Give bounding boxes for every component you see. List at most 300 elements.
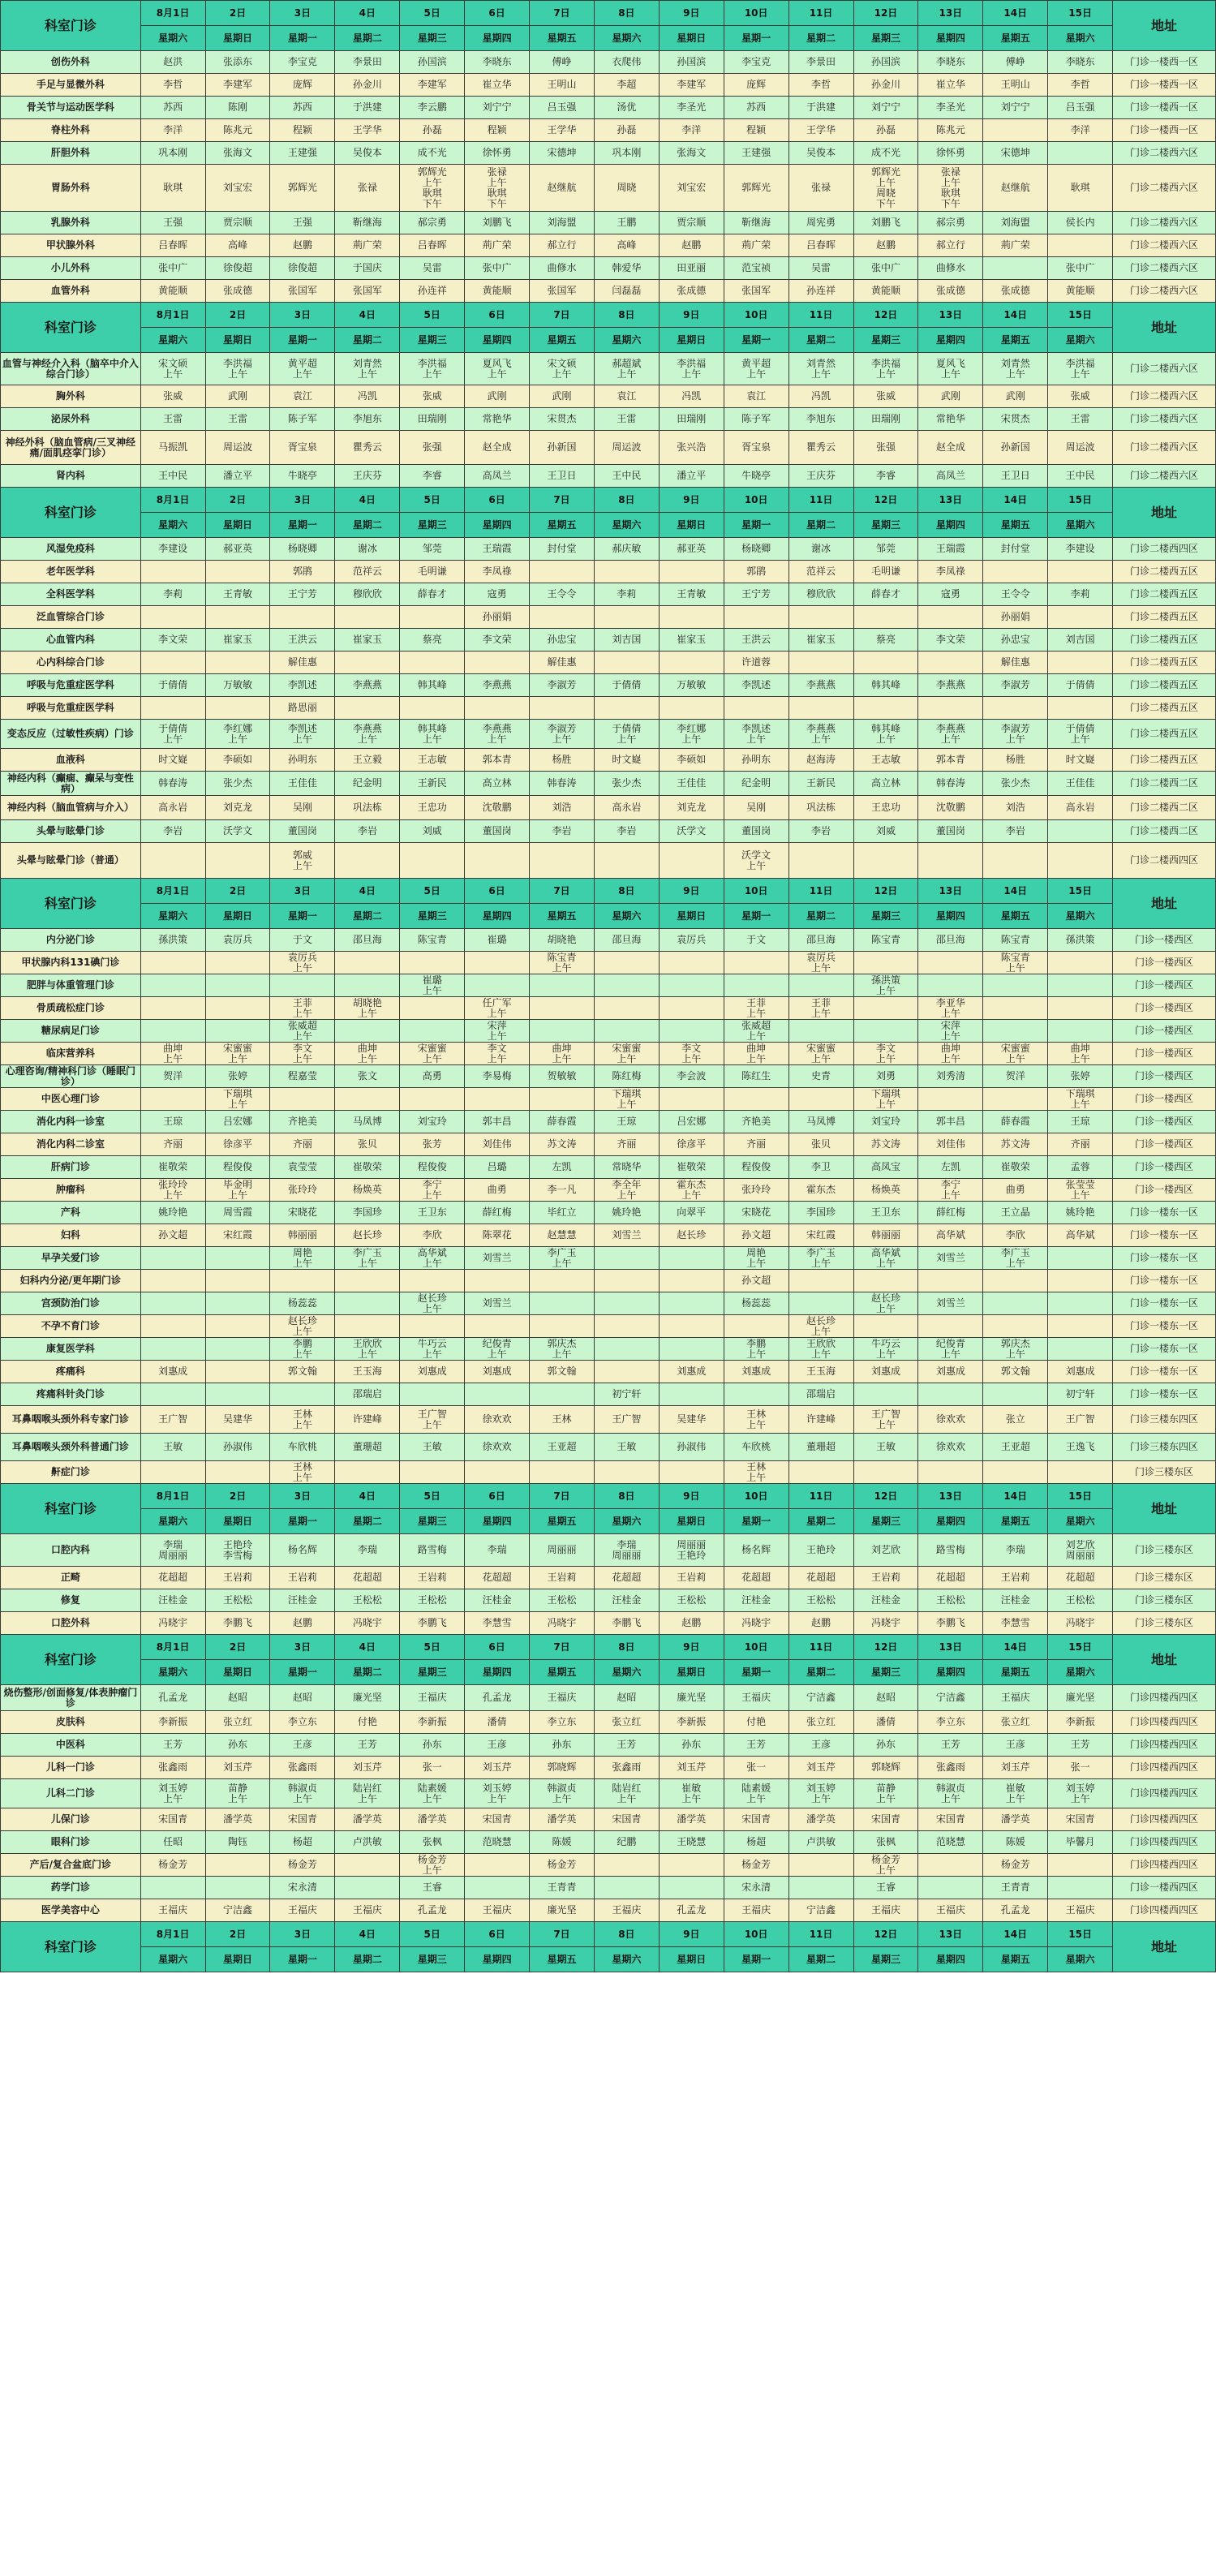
doctor-cell: 王菲 上午	[724, 997, 788, 1020]
doctor-cell: 武刚	[983, 385, 1048, 408]
table-row	[1, 1383, 1216, 1406]
doctor-cell: 刘玉芹	[335, 1757, 400, 1779]
header-weekday: 星期一	[270, 328, 335, 353]
header-date: 3日	[270, 1922, 335, 1947]
doctor-cell: 张兴浩	[659, 431, 724, 465]
header-address-label: 地址	[1113, 488, 1216, 538]
doctor-cell: 崔敬荣	[140, 1156, 205, 1179]
doctor-cell	[918, 606, 983, 629]
doctor-cell	[465, 697, 530, 720]
doctor-cell: 王琼	[1048, 1111, 1113, 1133]
doctor-cell: 冯晓宇	[853, 1612, 918, 1635]
doctor-cell: 苏西	[724, 97, 788, 119]
doctor-cell: 张少杰	[983, 772, 1048, 796]
doctor-cell: 杨焕英	[853, 1179, 918, 1202]
doctor-cell: 吕宏娜	[205, 1111, 270, 1133]
doctor-cell: 王福庆	[140, 1899, 205, 1922]
doctor-cell: 张威	[1048, 385, 1113, 408]
doctor-cell	[205, 1383, 270, 1406]
doctor-cell: 张立红	[983, 1711, 1048, 1734]
doctor-cell: 巩法栋	[335, 796, 400, 820]
doctor-cell: 李文荣	[465, 629, 530, 652]
doctor-cell: 蔡亮	[400, 629, 465, 652]
dept-address: 门诊二楼西六区	[1113, 385, 1216, 408]
doctor-cell: 李云鹏	[400, 97, 465, 119]
doctor-cell: 王卫东	[400, 1202, 465, 1224]
doctor-cell: 花超超	[140, 1567, 205, 1589]
doctor-cell: 李瑞 周丽丽	[594, 1534, 659, 1567]
doctor-cell: 李新振	[1048, 1711, 1113, 1734]
table-row	[1, 606, 1216, 629]
dept-address: 门诊二楼西六区	[1113, 353, 1216, 385]
header-weekday: 星期三	[853, 904, 918, 929]
doctor-cell: 郭丰昌	[918, 1111, 983, 1133]
doctor-cell: 孟蓉	[1048, 1156, 1113, 1179]
doctor-cell: 刘浩	[983, 796, 1048, 820]
dept-address: 门诊一楼西四区	[1113, 1877, 1216, 1899]
header-weekday: 星期三	[400, 1509, 465, 1534]
doctor-cell: 杨胜	[530, 749, 595, 772]
doctor-cell: 宋文硕 上午	[140, 353, 205, 385]
doctor-cell: 纪金明	[724, 772, 788, 796]
header-date: 2日	[205, 879, 270, 904]
doctor-cell: 程俊俊	[724, 1156, 788, 1179]
doctor-cell	[594, 1315, 659, 1338]
header-date: 6日	[465, 488, 530, 513]
doctor-cell: 张文	[335, 1065, 400, 1088]
doctor-cell: 王中民	[594, 465, 659, 488]
doctor-cell: 李瑞 周丽丽	[140, 1534, 205, 1567]
doctor-cell: 潘学英	[788, 1808, 853, 1831]
doctor-cell	[205, 1854, 270, 1877]
header-date: 8日	[594, 488, 659, 513]
doctor-cell: 刘佳伟	[918, 1133, 983, 1156]
doctor-cell: 李全年 上午	[594, 1179, 659, 1202]
doctor-cell: 韩爱华	[594, 257, 659, 280]
doctor-cell	[918, 952, 983, 974]
schedule-body	[1, 1, 1216, 1972]
doctor-cell: 孙东	[659, 1734, 724, 1757]
doctor-cell: 陆岩红 上午	[594, 1779, 659, 1808]
header-weekday: 星期六	[1048, 328, 1113, 353]
doctor-cell	[983, 1020, 1048, 1043]
dept-address: 门诊一楼西区	[1113, 1065, 1216, 1088]
doctor-cell	[1048, 234, 1113, 257]
doctor-cell: 王岩莉	[853, 1567, 918, 1589]
doctor-cell: 邹莞	[400, 538, 465, 561]
doctor-cell: 郝超斌 上午	[594, 353, 659, 385]
doctor-cell: 潘学英	[530, 1808, 595, 1831]
doctor-cell: 孔孟龙	[400, 1899, 465, 1922]
doctor-cell	[270, 1383, 335, 1406]
doctor-cell	[465, 1315, 530, 1338]
doctor-cell: 王令令	[530, 583, 595, 606]
doctor-cell: 王岩莉	[983, 1567, 1048, 1589]
table-row	[1, 51, 1216, 74]
doctor-cell: 常艳华	[918, 408, 983, 431]
doctor-cell: 程俊俊	[205, 1156, 270, 1179]
doctor-cell: 李广玉 上午	[983, 1247, 1048, 1270]
header-date: 14日	[983, 1922, 1048, 1947]
doctor-cell	[465, 843, 530, 879]
doctor-cell: 吴建华	[205, 1406, 270, 1434]
doctor-cell: 王芳	[335, 1734, 400, 1757]
doctor-cell: 张威超 上午	[724, 1020, 788, 1043]
doctor-cell: 冯晓宇	[530, 1612, 595, 1635]
table-row	[1, 1247, 1216, 1270]
doctor-cell	[659, 1854, 724, 1877]
doctor-cell: 杨焕英	[335, 1179, 400, 1202]
doctor-cell: 刘艺欣	[853, 1534, 918, 1567]
doctor-cell: 赵全成	[465, 431, 530, 465]
doctor-cell	[724, 606, 788, 629]
doctor-cell	[400, 1088, 465, 1111]
doctor-cell	[659, 843, 724, 879]
header-weekday: 星期一	[270, 513, 335, 538]
doctor-cell: 赵鹏	[270, 1612, 335, 1635]
dept-name: 神经内科（癫痫、癫呆与变性病）	[1, 772, 141, 796]
doctor-cell: 刘青然 上午	[788, 353, 853, 385]
doctor-cell: 郝宗勇	[918, 212, 983, 234]
doctor-cell: 李圣光	[659, 97, 724, 119]
header-weekday: 星期四	[918, 1660, 983, 1685]
header-row-dates	[1, 1922, 1216, 1947]
doctor-cell	[205, 1020, 270, 1043]
doctor-cell: 王松松	[918, 1589, 983, 1612]
header-date: 8日	[594, 879, 659, 904]
header-weekday: 星期二	[788, 513, 853, 538]
doctor-cell: 沃学文	[205, 820, 270, 843]
table-row	[1, 697, 1216, 720]
doctor-cell: 刘吉国	[1048, 629, 1113, 652]
table-row	[1, 538, 1216, 561]
doctor-cell: 黄平超 上午	[724, 353, 788, 385]
doctor-cell: 李燕燕 上午	[465, 720, 530, 749]
header-date: 9日	[659, 1635, 724, 1660]
doctor-cell	[788, 1854, 853, 1877]
doctor-cell: 耿琪	[1048, 165, 1113, 212]
doctor-cell	[853, 1383, 918, 1406]
header-date: 12日	[853, 488, 918, 513]
doctor-cell: 牛巧云 上午	[400, 1338, 465, 1361]
doctor-cell: 王岩莉	[205, 1567, 270, 1589]
doctor-cell	[140, 1383, 205, 1406]
doctor-cell: 周丽丽	[530, 1534, 595, 1567]
doctor-cell: 孙连祥	[400, 280, 465, 303]
doctor-cell: 冯凯	[788, 385, 853, 408]
doctor-cell	[530, 1270, 595, 1292]
doctor-cell: 杨超	[724, 1831, 788, 1854]
doctor-cell	[400, 997, 465, 1020]
doctor-cell	[335, 1020, 400, 1043]
doctor-cell: 王彦	[983, 1734, 1048, 1757]
doctor-cell: 黄平超 上午	[270, 353, 335, 385]
dept-address: 门诊二楼西六区	[1113, 465, 1216, 488]
doctor-cell: 史青	[788, 1065, 853, 1088]
dept-name: 康复医学科	[1, 1338, 141, 1361]
header-date: 2日	[205, 1, 270, 26]
doctor-cell: 汪桂金	[140, 1589, 205, 1612]
doctor-cell: 孔孟龙	[659, 1899, 724, 1922]
doctor-cell: 邵瑞启	[788, 1383, 853, 1406]
doctor-cell: 毛明谦	[400, 561, 465, 583]
dept-name: 肥胖与体重管理门诊	[1, 974, 141, 997]
doctor-cell: 张国军	[335, 280, 400, 303]
header-weekday: 星期二	[335, 513, 400, 538]
dept-address: 门诊一楼西区	[1113, 1179, 1216, 1202]
doctor-cell: 李岩	[335, 820, 400, 843]
doctor-cell: 耿琪	[140, 165, 205, 212]
doctor-cell: 赵长珍	[659, 1224, 724, 1247]
doctor-cell: 李燕燕	[788, 674, 853, 697]
doctor-cell: 吕春晖	[140, 234, 205, 257]
header-date: 4日	[335, 488, 400, 513]
header-date: 12日	[853, 879, 918, 904]
doctor-cell: 苏西	[140, 97, 205, 119]
doctor-cell: 李宁 上午	[400, 1179, 465, 1202]
doctor-cell: 张少杰	[205, 772, 270, 796]
doctor-cell	[659, 997, 724, 1020]
doctor-cell	[594, 843, 659, 879]
doctor-cell	[1048, 952, 1113, 974]
dept-name: 肾内科	[1, 465, 141, 488]
doctor-cell: 张中广	[853, 257, 918, 280]
doctor-cell	[205, 1247, 270, 1270]
doctor-cell: 李岩	[983, 820, 1048, 843]
doctor-cell: 潘学英	[335, 1808, 400, 1831]
doctor-cell	[659, 1461, 724, 1484]
doctor-cell: 程颖	[270, 119, 335, 142]
doctor-cell: 郭庆杰 上午	[983, 1338, 1048, 1361]
doctor-cell: 周运波	[1048, 431, 1113, 465]
doctor-cell: 向翠平	[659, 1202, 724, 1224]
doctor-cell: 李建设	[1048, 538, 1113, 561]
table-row	[1, 142, 1216, 165]
doctor-cell: 刘玉婷 上午	[140, 1779, 205, 1808]
dept-name: 疼痛科	[1, 1361, 141, 1383]
doctor-cell: 于文	[270, 929, 335, 952]
doctor-cell: 周运波	[594, 431, 659, 465]
doctor-cell: 李洪福 上午	[659, 353, 724, 385]
doctor-cell: 许建峰	[335, 1406, 400, 1434]
doctor-cell: 于洪建	[335, 97, 400, 119]
doctor-cell: 王松松	[400, 1589, 465, 1612]
doctor-cell: 纪俊青 上午	[918, 1338, 983, 1361]
doctor-cell: 李鹏飞	[400, 1612, 465, 1635]
header-weekday: 星期二	[335, 328, 400, 353]
doctor-cell	[1048, 142, 1113, 165]
doctor-cell	[465, 1088, 530, 1111]
table-row	[1, 1534, 1216, 1567]
doctor-cell: 徐彦平	[659, 1133, 724, 1156]
doctor-cell: 王亚超	[983, 1434, 1048, 1461]
header-weekday: 星期六	[1048, 1947, 1113, 1972]
dept-address: 门诊二楼西五区	[1113, 629, 1216, 652]
doctor-cell: 路雪梅	[918, 1534, 983, 1567]
doctor-cell: 孙新国	[983, 431, 1048, 465]
doctor-cell	[724, 697, 788, 720]
doctor-cell: 吕宏娜	[659, 1111, 724, 1133]
header-date: 7日	[530, 1635, 595, 1660]
header-date: 5日	[400, 879, 465, 904]
doctor-cell	[853, 652, 918, 674]
doctor-cell: 王雷	[205, 408, 270, 431]
doctor-cell: 牛巧云 上午	[853, 1338, 918, 1361]
doctor-cell	[205, 1361, 270, 1383]
doctor-cell: 张中广	[140, 257, 205, 280]
doctor-cell	[788, 1020, 853, 1043]
doctor-cell: 孔孟龙	[140, 1685, 205, 1711]
doctor-cell: 毕馨月	[1048, 1831, 1113, 1854]
doctor-cell: 陆岩红 上午	[335, 1779, 400, 1808]
doctor-cell: 王菲 上午	[788, 997, 853, 1020]
doctor-cell: 韩其峰	[853, 674, 918, 697]
doctor-cell	[659, 1338, 724, 1361]
doctor-cell: 刘青然 上午	[335, 353, 400, 385]
doctor-cell: 王广智 上午	[400, 1406, 465, 1434]
table-row	[1, 1711, 1216, 1734]
table-row	[1, 652, 1216, 674]
doctor-cell: 冯晓宇	[335, 1612, 400, 1635]
doctor-cell: 王玉海	[335, 1361, 400, 1383]
header-date: 9日	[659, 1484, 724, 1509]
doctor-cell: 刘克龙	[659, 796, 724, 820]
doctor-cell: 于倩倩 上午	[594, 720, 659, 749]
doctor-cell: 刘宁宁	[853, 97, 918, 119]
header-date: 3日	[270, 879, 335, 904]
dept-address: 门诊二楼西五区	[1113, 697, 1216, 720]
doctor-cell: 李燕燕 上午	[788, 720, 853, 749]
doctor-cell: 宋国青	[270, 1808, 335, 1831]
doctor-cell: 王瑞霞	[918, 538, 983, 561]
doctor-cell: 王逸飞	[1048, 1434, 1113, 1461]
doctor-cell	[788, 1461, 853, 1484]
doctor-cell: 花超超	[594, 1567, 659, 1589]
doctor-cell	[594, 1877, 659, 1899]
doctor-cell: 杨晓卿	[270, 538, 335, 561]
doctor-cell: 李洪福 上午	[400, 353, 465, 385]
doctor-cell: 汪桂金	[724, 1589, 788, 1612]
dept-address: 门诊二楼西二区	[1113, 772, 1216, 796]
doctor-cell: 王艳玲 李雪梅	[205, 1534, 270, 1567]
doctor-cell: 庞辉	[270, 74, 335, 97]
doctor-cell: 孙磊	[400, 119, 465, 142]
doctor-cell: 李鹏 上午	[270, 1338, 335, 1361]
doctor-cell: 陈宝青	[853, 929, 918, 952]
header-date: 11日	[788, 303, 853, 328]
doctor-cell: 王欣欣 上午	[335, 1338, 400, 1361]
dept-address: 门诊二楼西二区	[1113, 820, 1216, 843]
doctor-cell: 王晓慧	[659, 1831, 724, 1854]
header-date: 11日	[788, 1484, 853, 1509]
doctor-cell: 李立东	[530, 1711, 595, 1734]
doctor-cell: 崔璐 上午	[400, 974, 465, 997]
doctor-cell: 郭辉光 上午 耿琪 下午	[400, 165, 465, 212]
doctor-cell: 崔璐	[465, 929, 530, 952]
doctor-cell	[983, 1315, 1048, 1338]
doctor-cell	[140, 997, 205, 1020]
doctor-cell: 高永岩	[594, 796, 659, 820]
dept-address: 门诊二楼西五区	[1113, 720, 1216, 749]
table-row	[1, 674, 1216, 697]
doctor-cell: 李国珍	[788, 1202, 853, 1224]
table-row	[1, 165, 1216, 212]
doctor-cell: 张禄 上午 耿琪 下午	[465, 165, 530, 212]
doctor-cell: 郭鹃	[724, 561, 788, 583]
doctor-cell: 刘宁宁	[983, 97, 1048, 119]
doctor-cell: 高立林	[465, 772, 530, 796]
doctor-cell: 毕红立	[530, 1202, 595, 1224]
doctor-cell: 范晓慧	[465, 1831, 530, 1854]
doctor-cell: 孫洪策	[140, 929, 205, 952]
doctor-cell: 吴建华	[659, 1406, 724, 1434]
doctor-cell: 徐怀勇	[918, 142, 983, 165]
doctor-cell	[335, 1315, 400, 1338]
doctor-cell: 郭鹃	[270, 561, 335, 583]
table-row	[1, 1734, 1216, 1757]
header-date: 15日	[1048, 488, 1113, 513]
dept-name: 耳鼻咽喉头颈外科普通门诊	[1, 1434, 141, 1461]
header-dept-label: 科室门诊	[1, 1635, 141, 1685]
doctor-cell: 花超超	[1048, 1567, 1113, 1589]
doctor-cell: 宁洁鑫	[788, 1899, 853, 1922]
doctor-cell	[270, 1088, 335, 1111]
dept-address: 门诊一楼西区	[1113, 1020, 1216, 1043]
dept-name: 肿瘤科	[1, 1179, 141, 1202]
doctor-cell: 纪金明	[335, 772, 400, 796]
header-weekday: 星期一	[724, 1509, 788, 1534]
doctor-cell	[853, 1461, 918, 1484]
doctor-cell: 刘玉芹	[205, 1757, 270, 1779]
dept-name: 耳鼻咽喉头颈外科专家门诊	[1, 1406, 141, 1434]
header-address-label: 地址	[1113, 1922, 1216, 1972]
doctor-cell: 沃学文	[659, 820, 724, 843]
doctor-cell: 李洪福 上午	[1048, 353, 1113, 385]
doctor-cell	[1048, 1461, 1113, 1484]
dept-name: 风湿免疫科	[1, 538, 141, 561]
dept-name: 胸外科	[1, 385, 141, 408]
doctor-cell: 李燕燕 上午	[918, 720, 983, 749]
dept-name: 神经内科（脑血管病与介入）	[1, 796, 141, 820]
header-weekday: 星期五	[983, 1947, 1048, 1972]
doctor-cell: 吕春晖	[400, 234, 465, 257]
header-weekday: 星期二	[788, 26, 853, 51]
doctor-cell: 封付堂	[530, 538, 595, 561]
dept-name: 呼吸与危重症医学科	[1, 697, 141, 720]
header-weekday: 星期四	[918, 904, 983, 929]
doctor-cell: 赵鹏	[270, 234, 335, 257]
doctor-cell: 韩春涛	[530, 772, 595, 796]
header-weekday: 星期日	[659, 513, 724, 538]
header-date: 2日	[205, 1635, 270, 1660]
doctor-cell	[400, 1270, 465, 1292]
table-row	[1, 74, 1216, 97]
header-row-weekdays	[1, 328, 1216, 353]
doctor-cell	[1048, 606, 1113, 629]
doctor-cell	[530, 697, 595, 720]
doctor-cell: 苏文涛	[853, 1133, 918, 1156]
doctor-cell	[853, 843, 918, 879]
doctor-cell: 王强	[140, 212, 205, 234]
doctor-cell: 郭庆杰 上午	[530, 1338, 595, 1361]
table-row	[1, 974, 1216, 997]
doctor-cell: 张鑫雨	[594, 1757, 659, 1779]
doctor-cell: 李新振	[659, 1711, 724, 1734]
doctor-cell: 宋贯杰	[983, 408, 1048, 431]
header-weekday: 星期三	[853, 513, 918, 538]
doctor-cell: 时文嶷	[594, 749, 659, 772]
doctor-cell	[724, 1088, 788, 1111]
